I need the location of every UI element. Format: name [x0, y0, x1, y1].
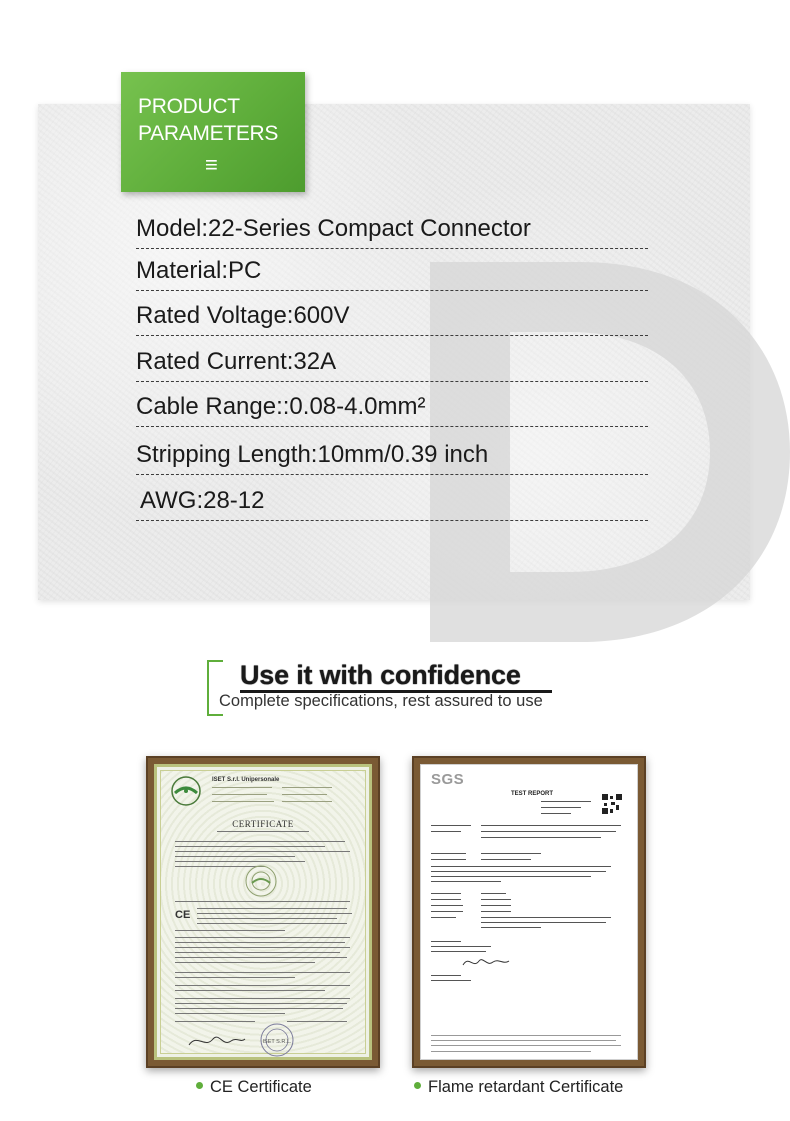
flame-caption-text: Flame retardant Certificate	[428, 1078, 624, 1096]
ce-mark-icon	[175, 907, 193, 921]
bullet-dot-icon	[196, 1082, 203, 1089]
confidence-subtitle: Complete specifications, rest assured to use	[219, 692, 543, 710]
spec-row-model	[136, 209, 648, 249]
spec-row-cable-range	[136, 387, 648, 427]
ce-company-name: ISET S.r.l. Unipersonale	[212, 777, 280, 783]
ce-seal-icon	[237, 863, 285, 899]
ce-signature-icon	[187, 1029, 247, 1051]
iset-logo-icon	[167, 775, 205, 809]
iset-stamp-text: ISET S.R.L.	[262, 1039, 292, 1045]
sgs-certificate-frame	[412, 756, 646, 1068]
badge-title-line1: PRODUCT	[138, 95, 240, 118]
spec-row-stripping-length	[136, 435, 648, 475]
product-parameters-badge	[121, 72, 305, 192]
spec-material-text: Material:PC	[136, 257, 262, 284]
spec-row-rated-voltage	[136, 296, 648, 336]
spec-current-text: Rated Current:32A	[136, 348, 337, 375]
spec-row-rated-current	[136, 342, 648, 382]
confidence-title: Use it with confidence	[240, 660, 521, 690]
ce-certificate-caption	[196, 1078, 312, 1100]
svg-text:CE: CE	[175, 909, 191, 921]
qr-code-icon	[601, 793, 623, 815]
menu-lines-icon: ≡	[205, 152, 218, 177]
spec-voltage-text: Rated Voltage:600V	[136, 302, 350, 329]
ce-caption-text: CE Certificate	[210, 1078, 312, 1096]
spec-awg-text: AWG:28-12	[140, 487, 265, 514]
spec-row-material	[136, 251, 648, 291]
badge-title-line2: PARAMETERS	[138, 122, 279, 145]
spec-model-text: Model:22-Series Compact Connector	[136, 215, 531, 242]
spec-row-awg	[136, 481, 648, 521]
sgs-signature-icon	[461, 953, 511, 971]
spec-cable-range-text: Cable Range::0.08-4.0mm²	[136, 393, 426, 420]
ce-certificate-document	[154, 764, 372, 1060]
sgs-report-heading: TEST REPORT	[511, 791, 554, 797]
flame-certificate-caption	[414, 1078, 623, 1100]
sgs-logo: SGS	[431, 771, 465, 788]
bullet-dot-icon	[414, 1082, 421, 1089]
spec-stripping-text: Stripping Length:10mm/0.39 inch	[136, 441, 489, 468]
sgs-report-document	[420, 764, 638, 1060]
ce-certificate-heading: CERTIFICATE	[232, 819, 294, 829]
ce-certificate-frame	[146, 756, 380, 1068]
iset-stamp-icon	[257, 1022, 297, 1058]
